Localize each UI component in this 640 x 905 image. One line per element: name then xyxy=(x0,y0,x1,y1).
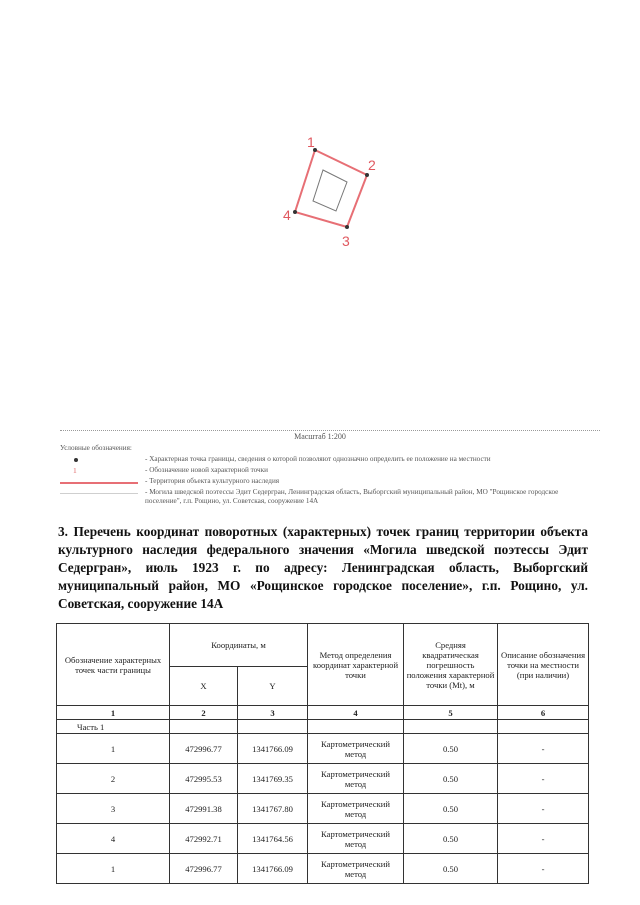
cell-point: 1 xyxy=(57,854,170,884)
cell-description: - xyxy=(498,824,589,854)
coordinates-table xyxy=(56,623,589,884)
legend-item-territory xyxy=(60,477,600,488)
header-designation: Обозначение характерных точек части границы xyxy=(57,624,170,706)
header-x: X xyxy=(170,667,238,706)
section-heading: 3. Перечень координат поворотных (характерных) точек границ территории объекта культурного наследия федерального значения «Могила шведской поэтессы Эдит Седергран», июль 1923 г. по адресу: Ленинградская область, Выборгский муниципальный район, МО «Рощинское городское поселение», г.п. Рощино, ул. Советская, сооружение 14А xyxy=(58,524,588,611)
column-index: 3 xyxy=(238,706,308,720)
header-method: Метод определения координат характерной точки xyxy=(308,624,404,706)
boundary-point-4 xyxy=(293,210,297,214)
territory-line-icon xyxy=(60,482,138,484)
cell-error: 0.50 xyxy=(404,734,498,764)
legend-item-new-point xyxy=(60,466,600,477)
legend-text: - Обозначение новой характерной точки xyxy=(145,466,269,474)
table-row xyxy=(57,824,589,854)
column-index: 6 xyxy=(498,706,589,720)
cell-error: 0.50 xyxy=(404,794,498,824)
cell-description: - xyxy=(498,854,589,884)
part-label: Часть 1 xyxy=(57,720,170,734)
table-row xyxy=(57,734,589,764)
legend-item-grave xyxy=(60,488,600,508)
header-y: Y xyxy=(238,667,308,706)
point-label-2: 2 xyxy=(368,157,376,173)
point-label-3: 3 xyxy=(342,233,350,249)
point-label-1: 1 xyxy=(307,134,315,150)
cell-y: 1341766.09 xyxy=(238,854,308,884)
map-scale: Масштаб 1:200 xyxy=(294,432,346,441)
table-header-row xyxy=(57,624,589,667)
legend-text: - Территория объекта культурного наследия xyxy=(145,477,280,485)
cell-x: 472992.71 xyxy=(170,824,238,854)
boundary-point-2 xyxy=(365,173,369,177)
cell-x: 472991.38 xyxy=(170,794,238,824)
header-coordinates: Координаты, м xyxy=(170,624,308,667)
legend-text: - Могила шведской поэтессы Эдит Седергран, Ленинградская область, Выборгский муниципальный район, МО "Рощинское городское поселение", г.п. Рощино, ул. Советская, сооружение 14А xyxy=(145,488,559,505)
header-error: Средняя квадратическая погрешность положения характерной точки (Mt), м xyxy=(404,624,498,706)
cell-y: 1341766.09 xyxy=(238,734,308,764)
legend-item-point xyxy=(60,455,600,466)
cell-point: 2 xyxy=(57,764,170,794)
column-index: 2 xyxy=(170,706,238,720)
cell-x: 472995.53 xyxy=(170,764,238,794)
cell-y: 1341769.35 xyxy=(238,764,308,794)
cell-point: 1 xyxy=(57,734,170,764)
column-index: 1 xyxy=(57,706,170,720)
cell-y: 1341767.80 xyxy=(238,794,308,824)
cell-error: 0.50 xyxy=(404,764,498,794)
scale-divider xyxy=(60,430,600,431)
legend-title: Условные обозначения: xyxy=(60,444,132,452)
cell-x: 472996.77 xyxy=(170,854,238,884)
point-number-icon: 1 xyxy=(73,466,77,475)
cell-description: - xyxy=(498,794,589,824)
cell-method: Картометрический метод xyxy=(308,734,404,764)
cell-description: - xyxy=(498,734,589,764)
legend-text: - Характерная точка границы, сведения о которой позволяют однозначно определить ее положение на местности xyxy=(145,455,491,463)
column-index: 5 xyxy=(404,706,498,720)
table-row xyxy=(57,854,589,884)
part-row xyxy=(57,720,589,734)
cell-method: Картометрический метод xyxy=(308,794,404,824)
cell-point: 4 xyxy=(57,824,170,854)
boundary-point-3 xyxy=(345,225,349,229)
grave-line-icon xyxy=(60,493,138,494)
cell-error: 0.50 xyxy=(404,854,498,884)
point-dot-icon xyxy=(74,458,78,462)
table-row xyxy=(57,764,589,794)
column-index: 4 xyxy=(308,706,404,720)
cell-description: - xyxy=(498,764,589,794)
cell-y: 1341764.56 xyxy=(238,824,308,854)
header-description: Описание обозначения точки на местности (при наличии) xyxy=(498,624,589,706)
column-index-row xyxy=(57,706,589,720)
cell-point: 3 xyxy=(57,794,170,824)
cell-error: 0.50 xyxy=(404,824,498,854)
table-row xyxy=(57,794,589,824)
map-legend xyxy=(60,444,600,508)
cell-method: Картометрический метод xyxy=(308,854,404,884)
territory-boundary xyxy=(295,150,367,227)
cell-method: Картометрический метод xyxy=(308,824,404,854)
grave-outline xyxy=(313,170,347,211)
territory-plan xyxy=(270,130,390,260)
point-label-4: 4 xyxy=(283,207,291,223)
cell-x: 472996.77 xyxy=(170,734,238,764)
cell-method: Картометрический метод xyxy=(308,764,404,794)
